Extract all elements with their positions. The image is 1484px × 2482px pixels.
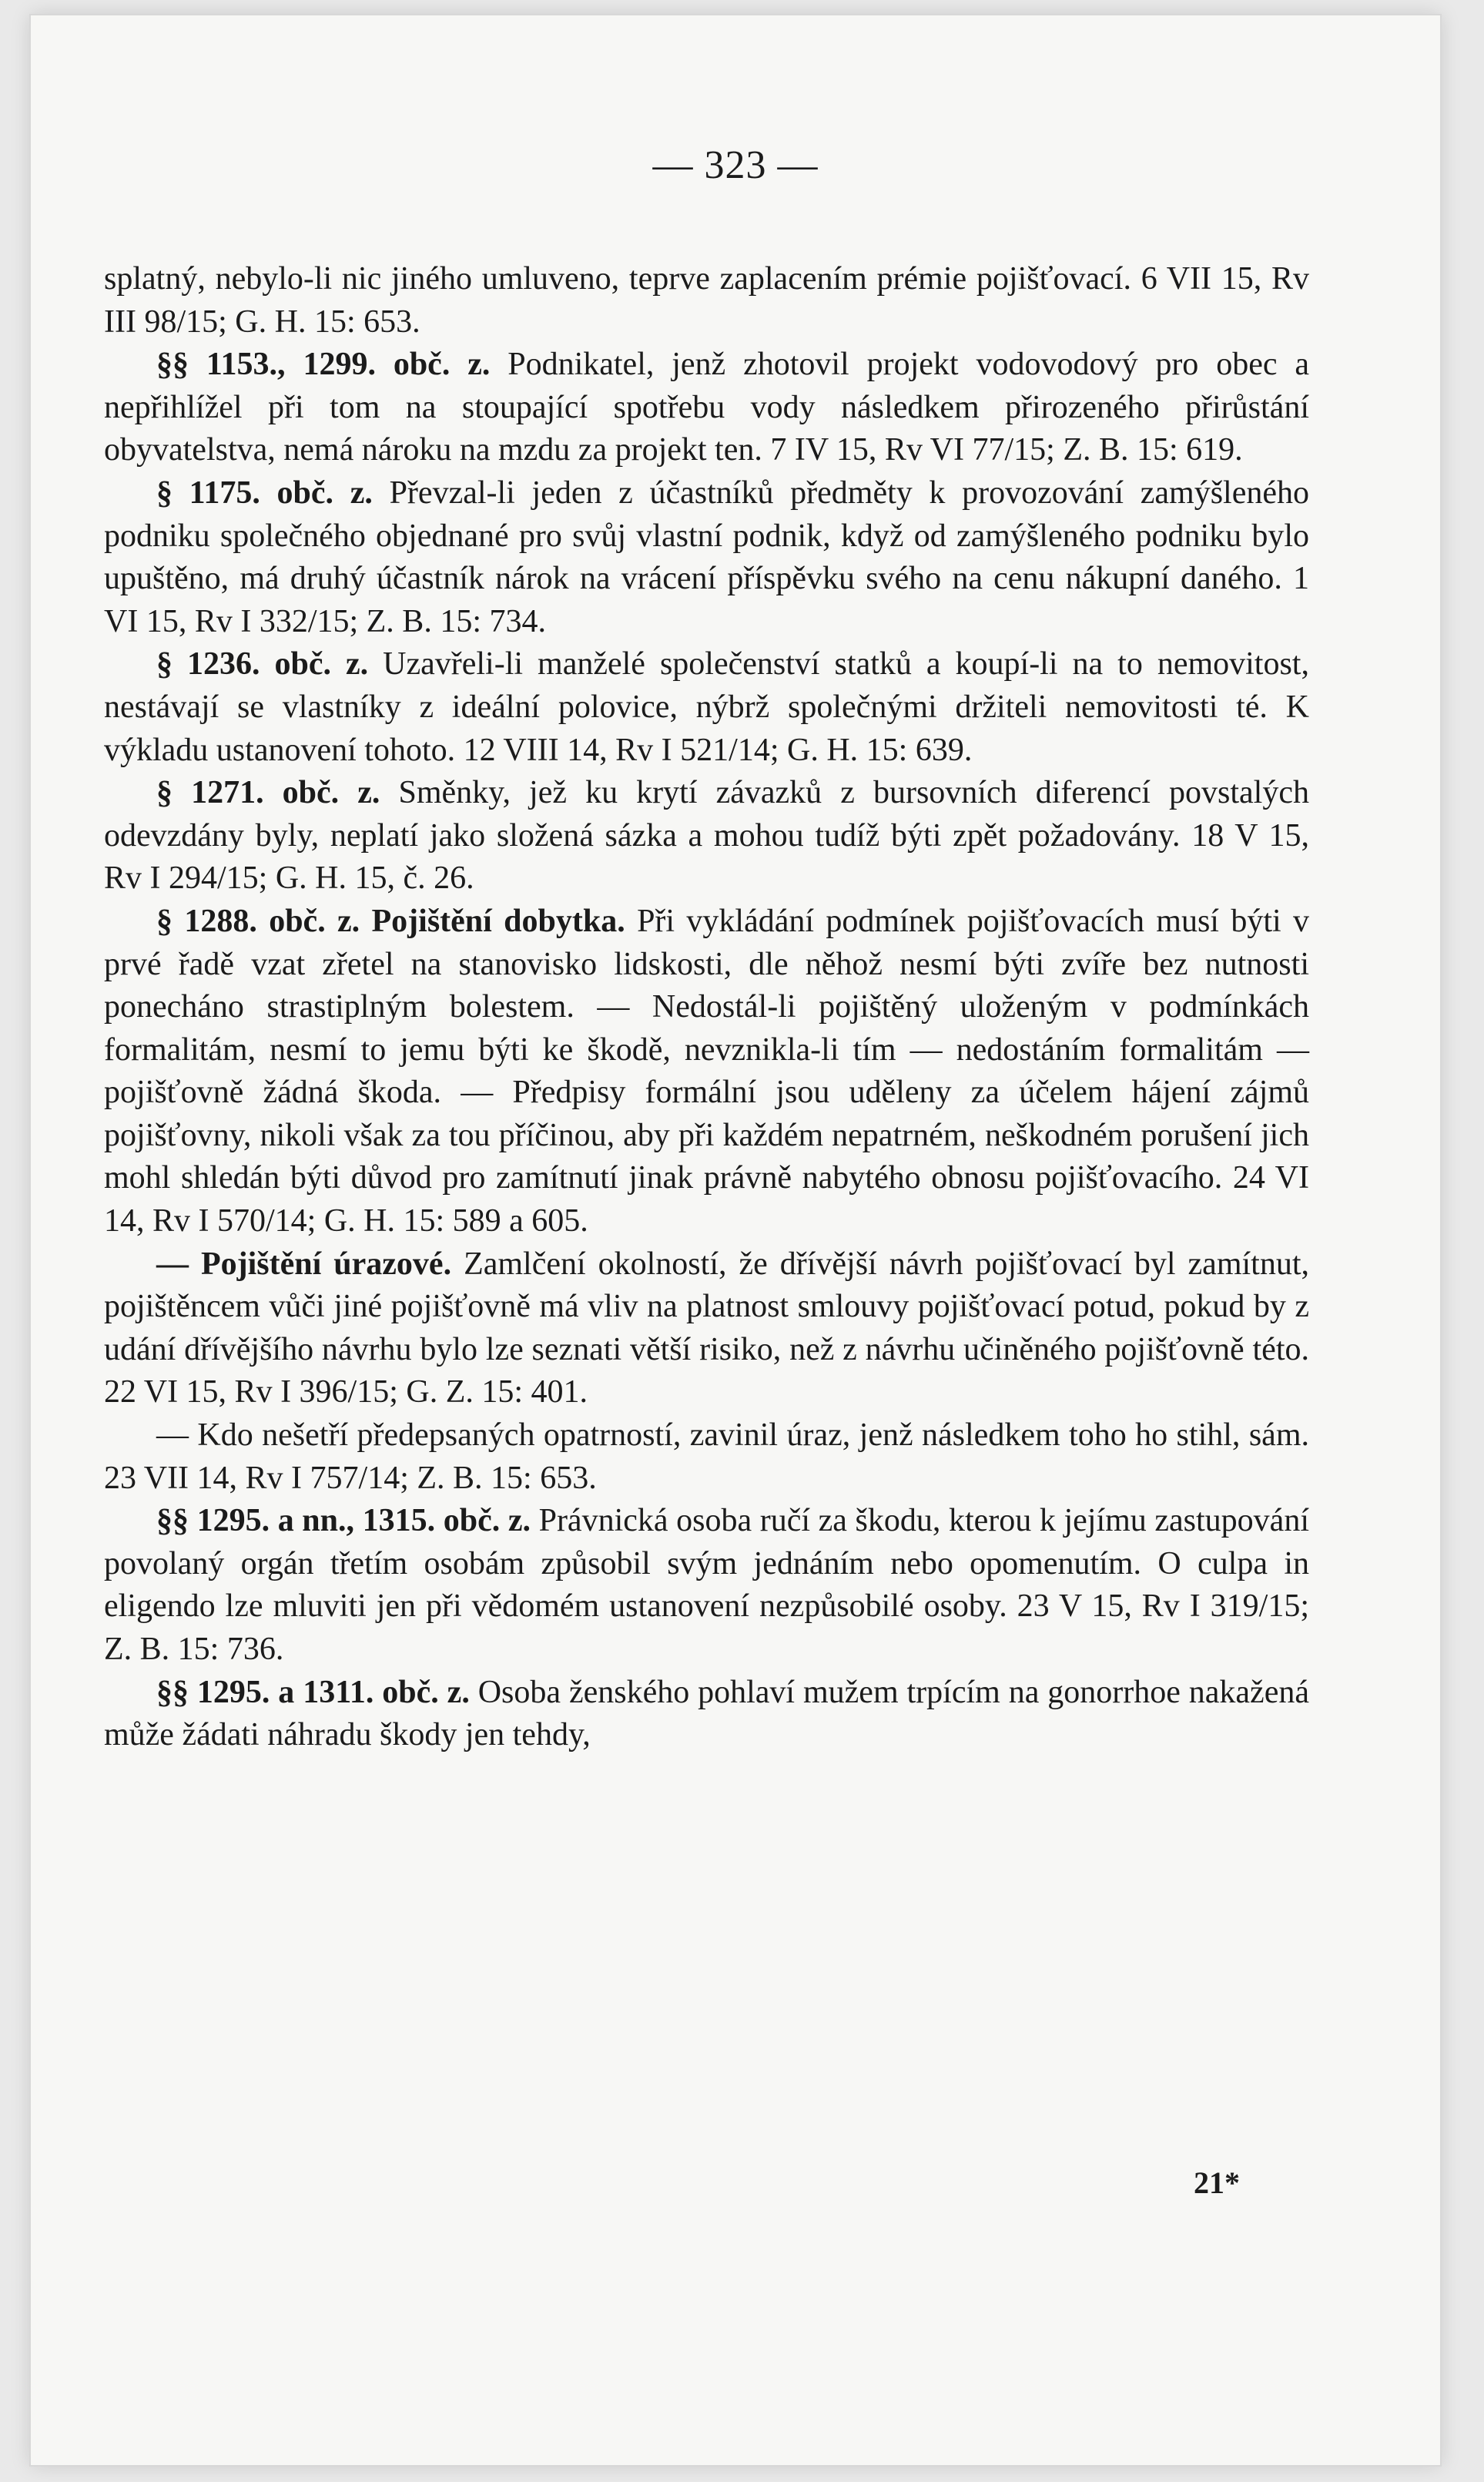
- paragraph-heading: § 1236. obč. z.: [156, 646, 369, 683]
- paragraph-heading: — Pojištění úrazové.: [156, 1246, 452, 1282]
- page-number: — 323 —: [652, 143, 819, 187]
- paragraph-uraz-opatrnost: [104, 1414, 1309, 1500]
- paragraph-pojisteni-urazove: [104, 1243, 1309, 1414]
- paragraph-1236: [104, 643, 1309, 772]
- paragraph-body: Právnická osoba ručí za škodu, kterou k jejímu zastupování povolaný orgán třetím osobám způsobil svým jednáním nebo opomenutím. O culpa in eligendo lze mluviti jen při vědomém ustanovení nezpůsobilé osoby. 23 V 15, Rv I 319/15; Z. B. 15: 736.: [104, 1503, 1309, 1667]
- paragraph-heading: § 1288. obč. z. Pojištění dobytka.: [156, 903, 625, 939]
- paragraph-1295-1315: [104, 1500, 1309, 1671]
- paragraph-1271: [104, 772, 1309, 901]
- paragraph-body: Osoba ženského pohlaví mužem trpícím na gonorrhoe nakažená může žádati náhradu škody jen tehdy,: [104, 1674, 1309, 1753]
- paragraph-body: Zamlčení okolností, že dřívější návrh pojišťovací byl zamítnut, pojištěncem vůči jiné pojišťovně má vliv na platnost smlouvy pojišťovací potud, pokud by z udání dřívějšího návrhu bylo lze seznati větší risiko, než z návrhu učiněného pojišťovně této. 22 VI 15, Rv I 396/15; G. Z. 15: 401.: [104, 1246, 1310, 1410]
- paragraph-continuation: [104, 258, 1309, 344]
- paragraph-1175: [104, 472, 1309, 643]
- paragraph-body: Při vykládání podmínek pojišťovacích musí býti v prvé řadě vzat zřetel na stanovisko lidskosti, dle něhož nesmí býti zvíře bez nutnosti ponecháno strastiplným bolestem. — Nedostál-li pojištěný uloženým v podmínkách formalitám, nesmí to jemu býti ke škodě, nevznikla-li tím — nedostáním formalitám — pojišťovně žádná škoda. — Předpisy formální jsou uděleny za účelem hájení zájmů pojišťovny, nikoli však za tou příčinou, aby při každém nepatrném, neškodném porušení jich mohl shledán býti důvod pro zamítnutí jinak právně nabytého obnosu pojišťovacího. 24 VI 14, Rv I 570/14; G. H. 15: 589 a 605.: [104, 903, 1309, 1239]
- paragraph-heading: § 1271. obč. z.: [156, 775, 380, 811]
- paragraph-1288-pojisteni-dobytka: [104, 901, 1309, 1243]
- paragraph-heading: § 1175. obč. z.: [156, 475, 373, 511]
- paragraph-1153-1299: [104, 344, 1309, 472]
- paragraph-body: Uzavřeli-li manželé společenství statků a koupí-li na to nemovitost, nestávají se vlastníky z ideální polovice, nýbrž společnými držiteli nemovitosti té. K výkladu ustanovení tohoto. 12 VIII 14, Rv I 521/14; G. H. 15: 639.: [104, 646, 1309, 768]
- paragraph-heading: §§ 1295. a nn., 1315. obč. z.: [156, 1503, 531, 1539]
- paragraph-heading: §§ 1295. a 1311. obč. z.: [156, 1674, 470, 1710]
- paragraph-body: splatný, nebylo-li nic jiného umluveno, teprve zaplacením prémie pojišťovací. 6 VII 15, Rv III 98/15; G. H. 15: 653.: [104, 261, 1309, 340]
- paragraph-heading: §§ 1153., 1299. obč. z.: [156, 347, 491, 383]
- paragraph-body: Převzal-li jeden z účastníků předměty k provozování zamýšleného podniku společného objednané pro svůj vlastní podnik, když od zamýšleného podniku bylo upuštěno, má druhý účastník nárok na vrácení příspěvku svého na cenu nákupní daného. 1 VI 15, Rv I 332/15; Z. B. 15: 734.: [104, 475, 1309, 639]
- paragraph-body: Podnikatel, jenž zhotovil projekt vodovodový pro obec a nepřihlížel při tom na stoupající spotřebu vody následkem přirozeného přirůstání obyvatelstva, nemá nároku na mzdu za projekt ten. 7 IV 15, Rv VI 77/15; Z. B. 15: 619.: [104, 347, 1309, 468]
- paragraph-1295-1311: [104, 1672, 1309, 1757]
- page-text: [104, 258, 1309, 1757]
- book-page: [31, 15, 1440, 2465]
- signature-mark: 21*: [1194, 2165, 1240, 2200]
- paragraph-body: — Kdo nešetří předepsaných opatrností, zavinil úraz, jenž následkem toho ho stihl, sám. 23 VII 14, Rv I 757/14; Z. B. 15: 653.: [104, 1417, 1309, 1496]
- paragraph-body: Směnky, jež ku krytí závazků z bursovních diferencí povstalých odevzdány byly, neplatí jako složená sázka a mohou tudíž býti zpět požadovány. 18 V 15, Rv I 294/15; G. H. 15, č. 26.: [104, 775, 1309, 897]
